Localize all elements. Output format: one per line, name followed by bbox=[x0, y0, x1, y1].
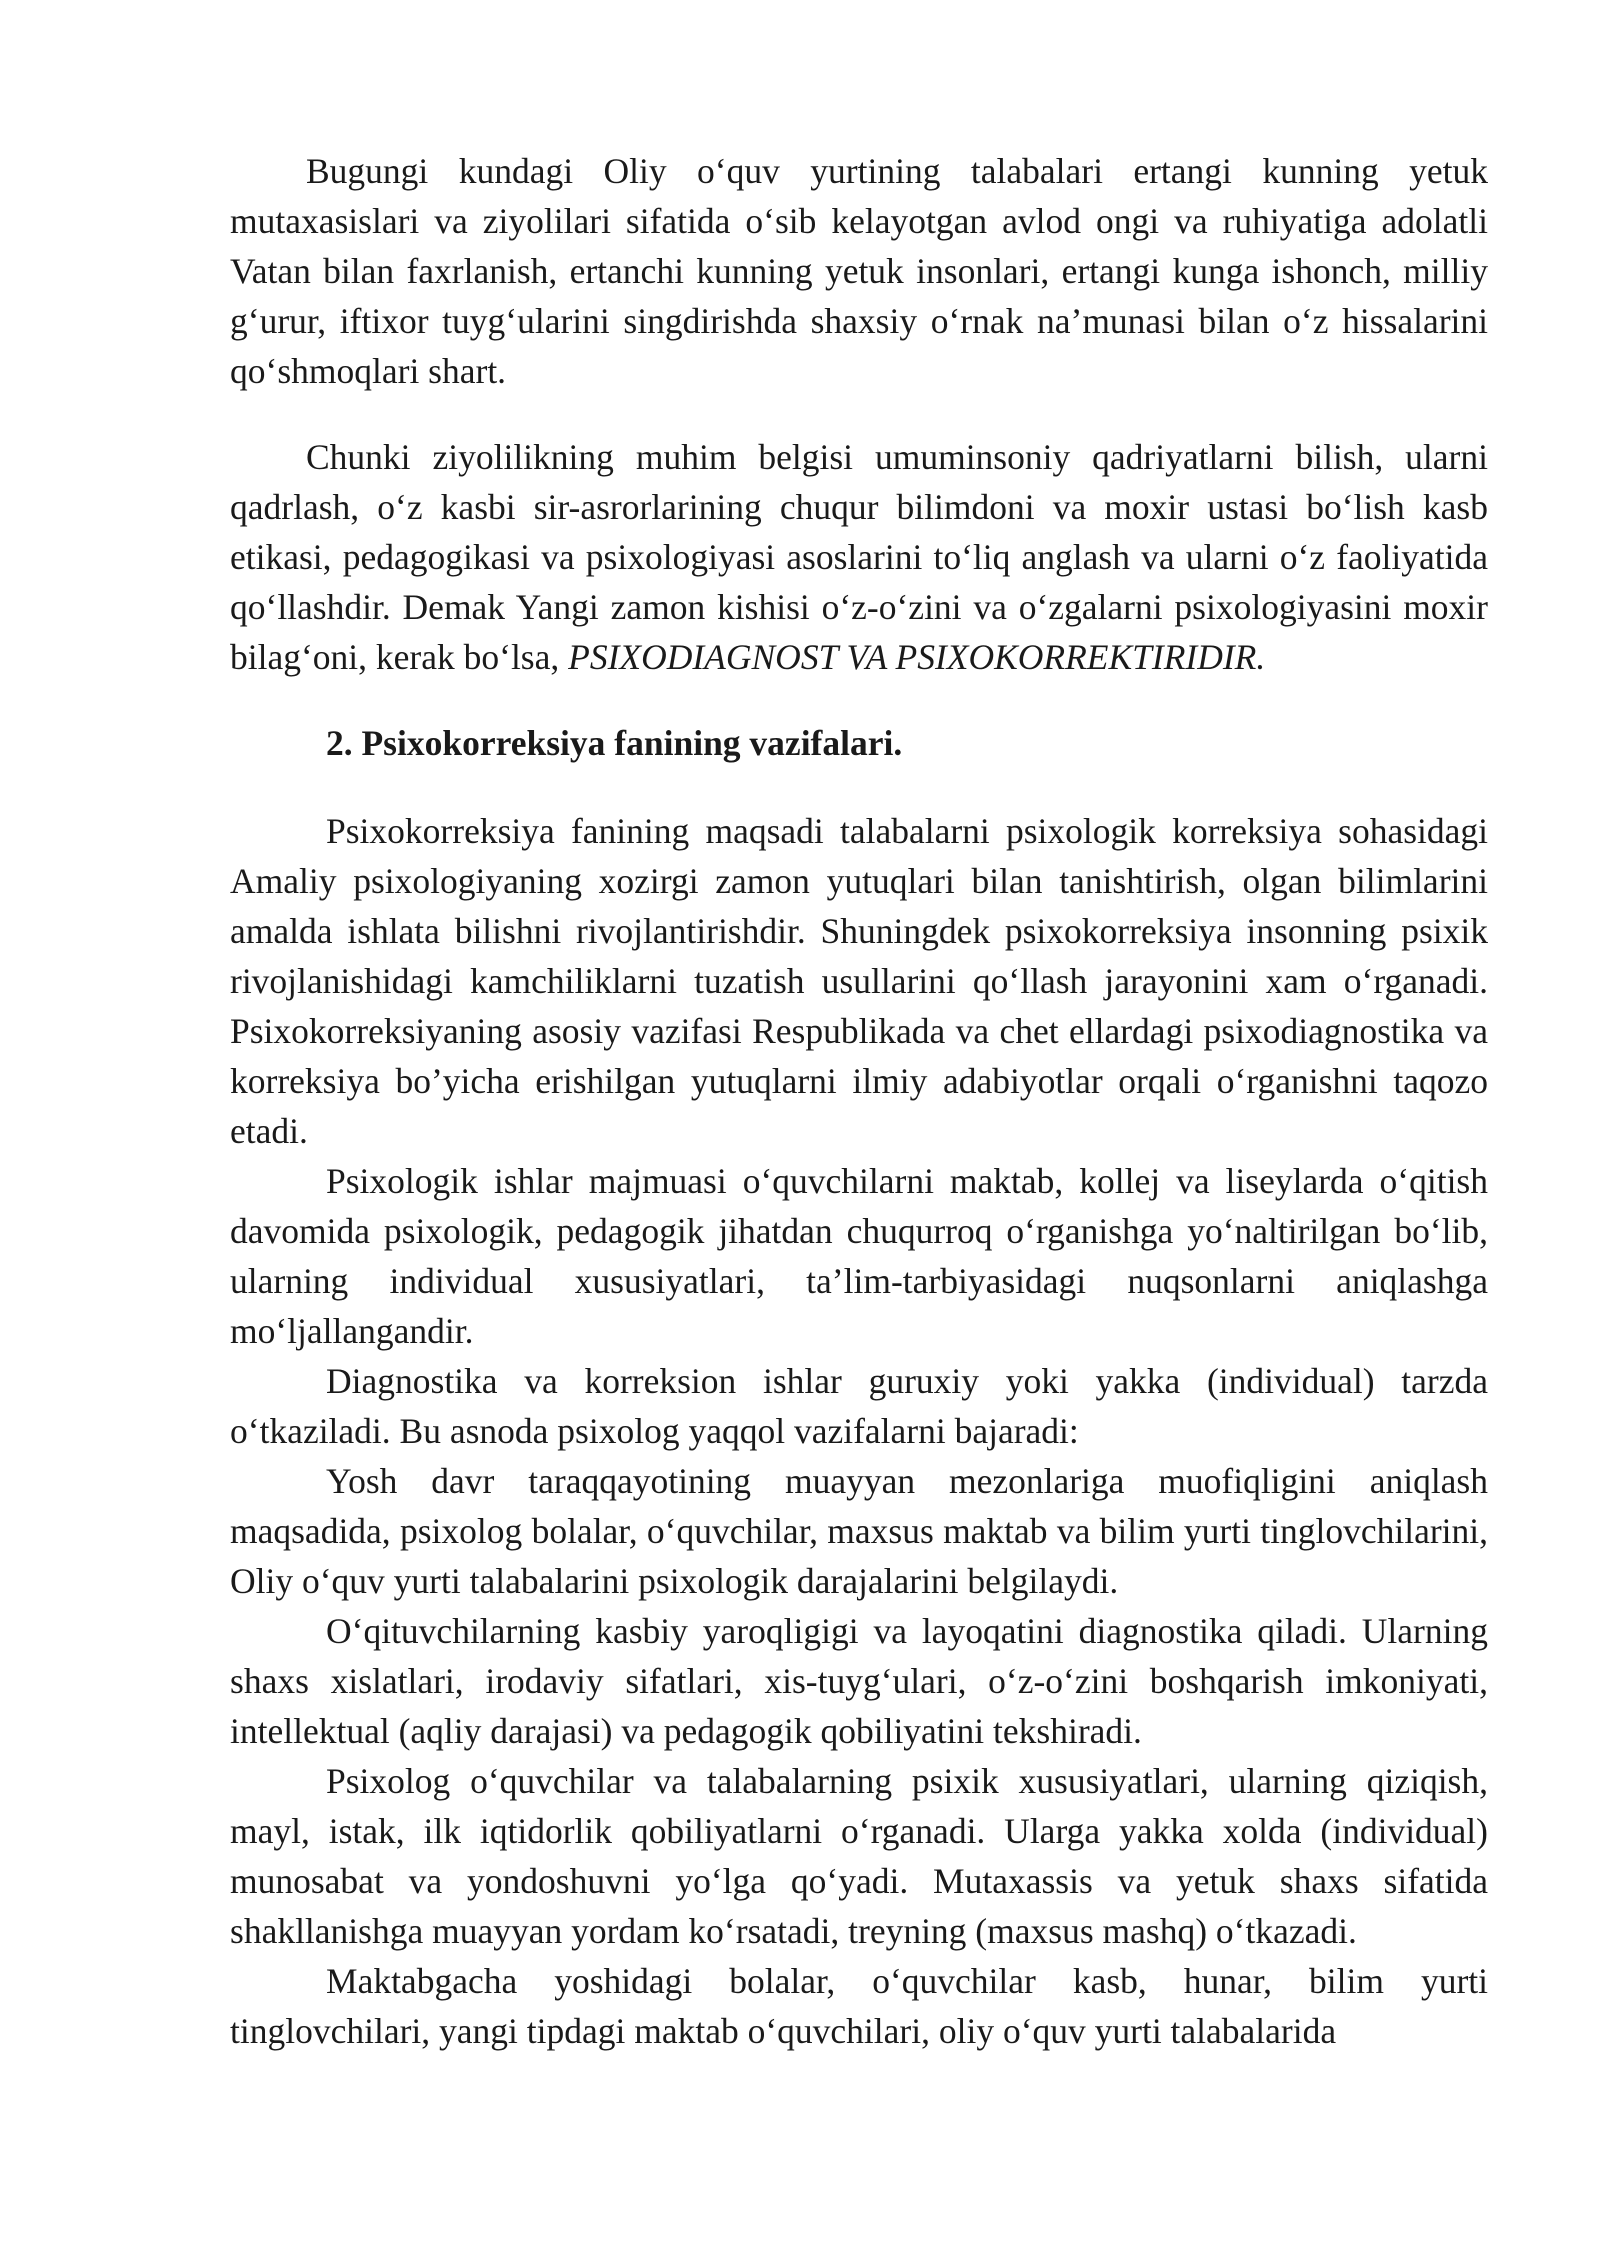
paragraph-psixologik-ishlar: Psixologik ishlar majmuasi o‘quvchilarni maktab, kollej va liseylarda o‘qitish davomida psixologik, pedagogik jihatdan chuqurroq o‘rganishga yo‘naltirilgan bo‘lib, ularning individual xususiyatlari, ta’lim-tarbiyasidagi nuqsonlarni aniqlashga mo‘ljallangandir. bbox=[230, 1161, 1488, 1351]
paragraph-ziyolilik bbox=[230, 432, 1488, 682]
paragraph-yosh-davr: Yosh davr taraqqayotining muayyan mezonlariga muofiqligini aniqlash maqsadida, psixolog bolalar, o‘quvchilar, maxsus maktab va bilim yurti tinglovchilarini, Oliy o‘quv yurti talabalarini psixologik darajalarini belgilaydi. bbox=[230, 1461, 1488, 1601]
paragraph-diagnostika: Diagnostika va korreksion ishlar guruxiy yoki yakka (individual) tarzda o‘tkaziladi. Bu asnoda psixolog yaqqol vazifalarni bajaradi: bbox=[230, 1361, 1488, 1451]
paragraph-maktabgacha: Maktabgacha yoshidagi bolalar, o‘quvchilar kasb, hunar, bilim yurti tinglovchilari, yangi tipdagi maktab o‘quvchilari, oliy o‘quv yurti talabalarida bbox=[230, 1961, 1488, 2051]
paragraph-psixolog: Psixolog o‘quvchilar va talabalarning psixik xususiyatlari, ularning qiziqish, mayl, istak, ilk iqtidorlik qobiliyatlarni o‘rganadi. Ularga yakka xolda (individual) munosabat va yondoshuvni yo‘lga qo‘yadi. Mutaxassis va yetuk shaxs sifatida shakllanishga muayyan yordam ko‘rsatadi, treyning (maxsus mashq) o‘tkazadi. bbox=[230, 1761, 1488, 1951]
paragraph-intro: Bugungi kundagi Oliy o‘quv yurtining talabalari ertangi kunning yetuk mutaxasislari va ziyolilari sifatida o‘sib kelayotgan avlod ongi va ruhiyatiga adolatli Vatan bilan faxrlanish, ertanchi kunning yetuk insonlari, ertangi kunga ishonch, milliy g‘urur, iftixor tuyg‘ularini singdirishda shaxsiy o‘rnak na’munasi bilan o‘z hissalarini qo‘shmoqlari shart. bbox=[230, 151, 1488, 391]
section-heading: 2. Psixokorreksiya fanining vazifalari. bbox=[326, 723, 903, 763]
paragraph-ziyolilik-italic: PSIXODIAGNOST VA PSIXOKORREKTIRIDIR. bbox=[568, 637, 1266, 677]
paragraph-maqsad: Psixokorreksiya fanining maqsadi talabalarni psixologik korreksiya sohasidagi Amaliy psixologiyaning xozirgi zamon yutuqlari bilan tanishtirish, olgan bilimlarini amalda ishlata bilishni rivojlantirishdir. Shuningdek psixokorreksiya insonning psixik rivojlanishidagi kamchiliklarni tuzatish usullarini qo‘llash jarayonini xam o‘rganadi. Psixokorreksiyaning asosiy vazifasi Respublikada va chet ellardagi psixodiagnostika va korreksiya bo’yicha erishilgan yutuqlarni ilmiy adabiyotlar orqali o‘rganishni taqozo etadi. bbox=[230, 811, 1488, 1151]
paragraph-oqituvchilar: O‘qituvchilarning kasbiy yaroqligigi va layoqatini diagnostika qiladi. Ularning shaxs xislatlari, irodaviy sifatlari, xis-tuyg‘ulari, o‘z-o‘zini boshqarish imkoniyati, intellektual (aqliy darajasi) va pedagogik qobiliyatini tekshiradi. bbox=[230, 1611, 1488, 1751]
document-body bbox=[230, 146, 1488, 2056]
paragraph-ziyolilik-text: Chunki ziyolilikning muhim belgisi umuminsoniy qadriyatlarni bilish, ularni qadrlash, o‘z kasbi sir-asrorlarining chuqur bilimdoni va moxir ustasi bo‘lish kasb etikasi, pedagogikasi va psixologiyasi asoslarini to‘liq anglash va ularni o‘z faoliyatida qo‘llashdir. Demak Yangi zamon kishisi o‘z-o‘zini va o‘zgalarni psixologiyasini moxir bilag‘oni, kerak bo‘lsa, bbox=[230, 437, 1488, 677]
